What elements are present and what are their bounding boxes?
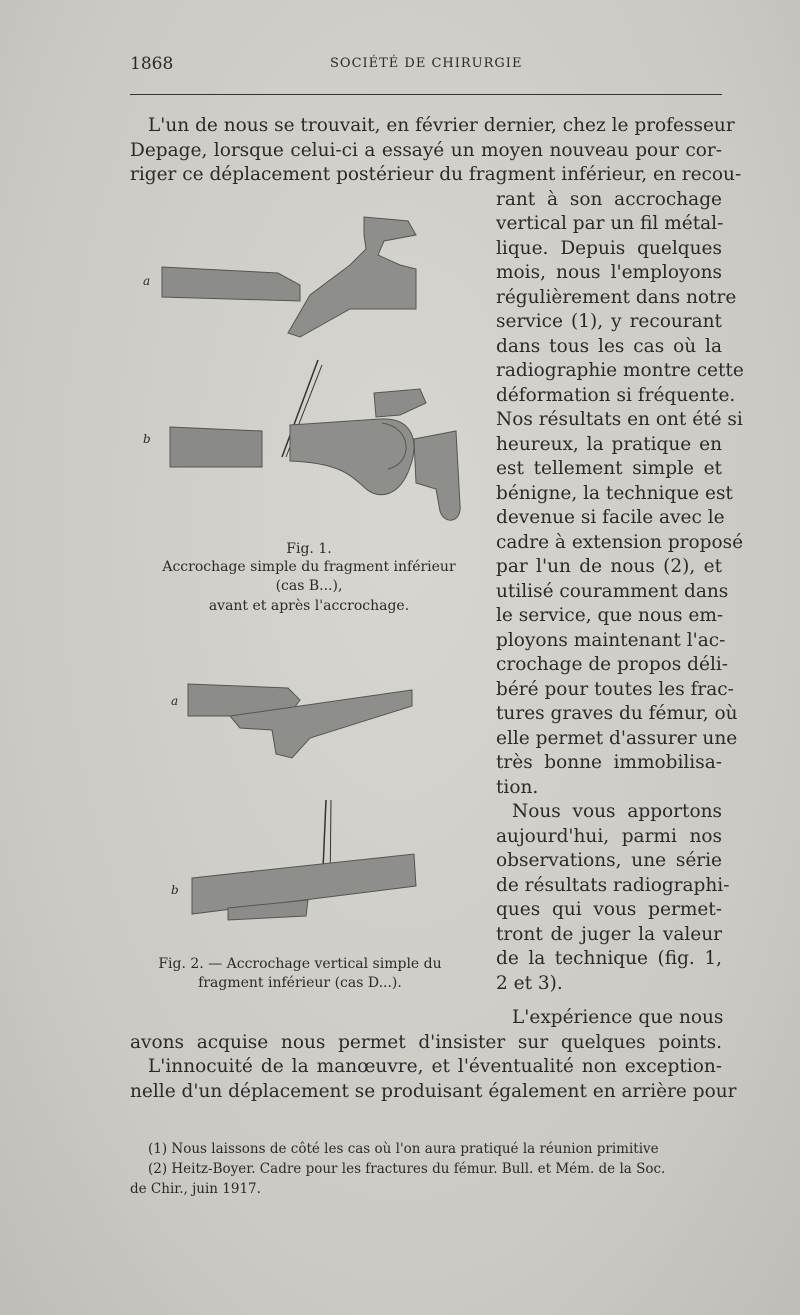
figure-1-caption-line: avant et après l'accrochage.: [208, 598, 410, 614]
column-line: régulièrement dans notre: [496, 286, 737, 308]
body-line: L'un de nous se trouvait, en février dernier, chez le professeur: [148, 115, 735, 136]
figure-1-caption-line: (cas B...),: [275, 578, 343, 594]
column-line: radiographie montre cette: [496, 360, 744, 381]
column-line: béré pour toutes les frac-: [496, 678, 734, 700]
column-line: observations, une série: [496, 850, 722, 871]
column-line: crochage de propos déli-: [496, 654, 729, 675]
header-rule: [130, 94, 722, 95]
column-line: Nos résultats en ont été si: [496, 409, 743, 430]
column-line: de la technique (fig. 1,: [496, 948, 722, 969]
column-line: devenue si facile avec le: [496, 507, 725, 528]
column-line: bénigne, la technique est: [496, 482, 733, 504]
body-line: nelle d'un déplacement se produisant également en arrière pour: [130, 1080, 737, 1102]
column-line: lique. Depuis quelques: [496, 237, 722, 259]
body-line: avons acquise nous permet d'insister sur quelques points.: [130, 1031, 722, 1053]
column-line: tures graves du fémur, où: [496, 703, 738, 724]
column-line: est tellement simple et: [496, 458, 722, 479]
footnote-2: (2) Heitz-Boyer. Cadre pour les fractures du fémur. Bull. et Mém. de la Soc.: [148, 1161, 666, 1177]
figure-2-illustration: [180, 660, 440, 940]
body-line: L'innocuité de la manœuvre, et l'éventualité non exception-: [148, 1056, 722, 1077]
figure-1-caption-line: Accrochage simple du fragment inférieur: [162, 559, 456, 575]
column-line: très bonne immobilisa-: [496, 752, 722, 773]
figure-2-label-a: a: [171, 694, 179, 708]
column-line: déformation si fréquente.: [496, 384, 736, 406]
column-line: aujourd'hui, parmi nos: [496, 825, 722, 847]
column-line: service (1), y recourant: [496, 311, 722, 332]
body-line: riger ce déplacement postérieur du fragment inférieur, en recou-: [130, 164, 742, 185]
column-line: le service, que nous em-: [496, 605, 724, 626]
figure-2-caption-line: Fig. 2. — Accrochage vertical simple du: [158, 956, 442, 972]
footnote-2-continued: de Chir., juin 1917.: [130, 1181, 261, 1197]
body-line: L'expérience que nous: [512, 1007, 724, 1028]
page-number: 1868: [130, 54, 174, 74]
figure-1-label-a: a: [143, 274, 151, 288]
column-line: 2 et 3).: [496, 972, 563, 994]
body-line: Depage, lorsque celui-ci a essayé un moyen nouveau pour cor-: [130, 139, 722, 161]
figure-2-caption-line: fragment inférieur (cas D...).: [198, 975, 402, 991]
column-line: vertical par un fil métal-: [496, 213, 724, 234]
column-line: rant à son accrochage: [496, 188, 722, 210]
figure-1-illustration: [150, 205, 480, 535]
column-line: elle permet d'assurer une: [496, 727, 738, 749]
page-header: [130, 54, 722, 80]
column-line: ployons maintenant l'ac-: [496, 629, 726, 651]
running-title: SOCIÉTÉ DE CHIRURGIE: [330, 56, 523, 71]
column-line: de résultats radiographi-: [496, 874, 730, 896]
column-line: dans tous les cas où la: [496, 335, 722, 357]
column-line: Nous vous apportons: [512, 801, 722, 822]
column-line: utilisé couramment dans: [496, 580, 729, 602]
column-line: cadre à extension proposé: [496, 531, 744, 553]
column-line: tion.: [496, 776, 539, 798]
column-line: heureux, la pratique en: [496, 433, 722, 455]
footnote-1: (1) Nous laissons de côté les cas où l'on aura pratiqué la réunion primitive: [148, 1141, 659, 1157]
figure-2-label-b: b: [171, 883, 179, 897]
figure-1-label-b: b: [143, 432, 151, 446]
column-line: tront de juger la valeur: [496, 923, 722, 945]
column-line: par l'un de nous (2), et: [496, 556, 722, 577]
column-line: ques qui vous permet-: [496, 899, 722, 920]
figure-1-caption-title: Fig. 1.: [286, 541, 332, 557]
column-line: mois, nous l'employons: [496, 262, 722, 283]
